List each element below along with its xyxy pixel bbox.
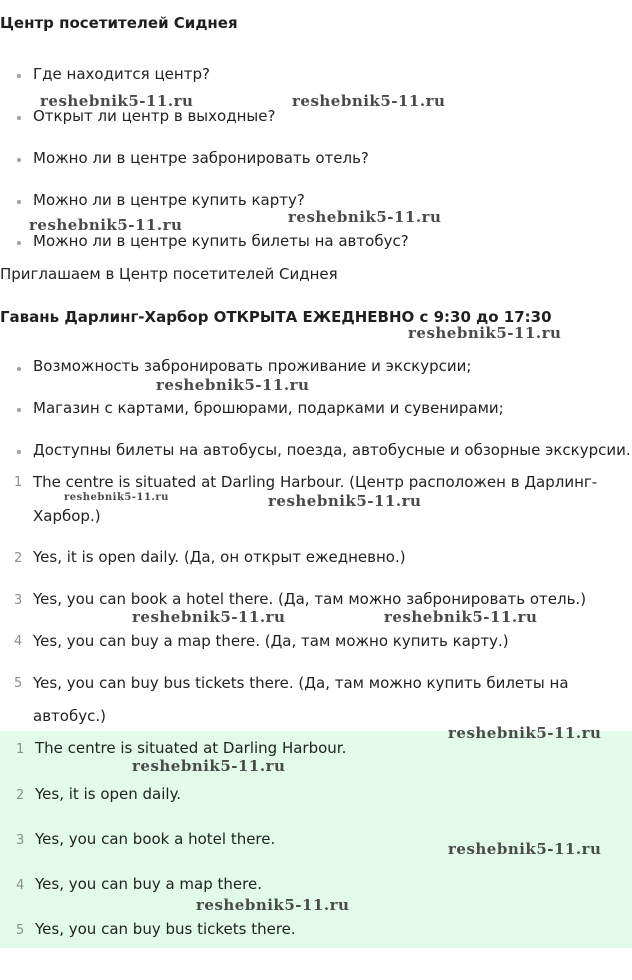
watermark: reshebnik5-11.ru xyxy=(384,608,538,626)
hours-heading: Гавань Дарлинг-Харбор ОТКРЫТА ЕЖЕДНЕВНО с 9:30 до 17:30 xyxy=(0,308,552,326)
answer-line: Yes, you can buy a map there. xyxy=(35,875,262,893)
list-item: Магазин с картами, брошюрами, подарками и сувенирами; xyxy=(33,399,504,417)
answer-line: Yes, you can buy bus tickets there. xyxy=(35,920,296,938)
watermark: reshebnik5-11.ru xyxy=(29,216,183,234)
answer-line: Yes, you can buy a map there. (Да, там можно купить карту.) xyxy=(33,632,509,650)
answer-line: Yes, it is open daily. (Да, он открыт ежедневно.) xyxy=(33,548,406,566)
watermark: reshebnik5-11.ru xyxy=(132,608,286,626)
answer-line: The centre is situated at Darling Harbour. xyxy=(35,739,347,757)
answer-line: Yes, you can buy bus tickets there. (Да, там можно купить билеты на xyxy=(33,674,569,692)
list-number: 2 xyxy=(14,551,23,566)
watermark: reshebnik5-11.ru xyxy=(40,92,194,110)
answer-line: The centre is situated at Darling Harbour. (Центр расположен в Дарлинг- xyxy=(33,473,598,491)
list-item: Возможность забронировать проживание и экскурсии; xyxy=(33,357,472,375)
watermark: reshebnik5-11.ru xyxy=(448,724,602,742)
list-item: Можно ли в центре купить карту? xyxy=(33,191,305,209)
watermark: reshebnik5-11.ru xyxy=(288,208,442,226)
list-number: 4 xyxy=(14,634,23,649)
list-number: 3 xyxy=(14,593,23,608)
bullet-icon xyxy=(17,408,21,412)
page-title: Центр посетителей Сиднея xyxy=(0,14,238,32)
bullet-icon xyxy=(17,200,21,204)
watermark: reshebnik5-11.ru xyxy=(64,492,169,503)
list-number: 1 xyxy=(16,742,25,757)
answer-line: Yes, it is open daily. xyxy=(35,785,182,803)
watermark: reshebnik5-11.ru xyxy=(292,92,446,110)
answer-line: Yes, you can book a hotel there. (Да, там можно забронировать отель.) xyxy=(33,590,587,608)
bullet-icon xyxy=(17,158,21,162)
bullet-icon xyxy=(17,74,21,78)
list-item: Можно ли в центре купить билеты на автобус? xyxy=(33,232,409,250)
watermark: reshebnik5-11.ru xyxy=(132,757,286,775)
list-item: Доступны билеты на автобусы, поезда, автобусные и обзорные экскурсии. xyxy=(33,441,631,459)
watermark: reshebnik5-11.ru xyxy=(196,896,350,914)
watermark: reshebnik5-11.ru xyxy=(156,376,310,394)
watermark: reshebnik5-11.ru xyxy=(448,840,602,858)
watermark: reshebnik5-11.ru xyxy=(408,324,562,342)
list-item: Можно ли в центре забронировать отель? xyxy=(33,149,369,167)
list-number: 4 xyxy=(16,878,25,893)
list-number: 1 xyxy=(14,475,23,490)
list-number: 5 xyxy=(16,923,25,938)
list-number: 3 xyxy=(16,833,25,848)
invite-text: Приглашаем в Центр посетителей Сиднея xyxy=(0,265,338,283)
watermark: reshebnik5-11.ru xyxy=(268,492,422,510)
answer-line: Yes, you can book a hotel there. xyxy=(35,830,276,848)
bullet-icon xyxy=(17,116,21,120)
answer-line: автобус.) xyxy=(33,707,106,725)
list-item: Где находится центр? xyxy=(33,65,210,83)
bullet-icon xyxy=(17,367,21,371)
bullet-icon xyxy=(17,241,21,245)
answer-line: Харбор.) xyxy=(33,507,101,525)
list-item: Открыт ли центр в выходные? xyxy=(33,107,276,125)
list-number: 2 xyxy=(16,788,25,803)
list-number: 5 xyxy=(14,676,23,691)
bullet-icon xyxy=(17,450,21,454)
